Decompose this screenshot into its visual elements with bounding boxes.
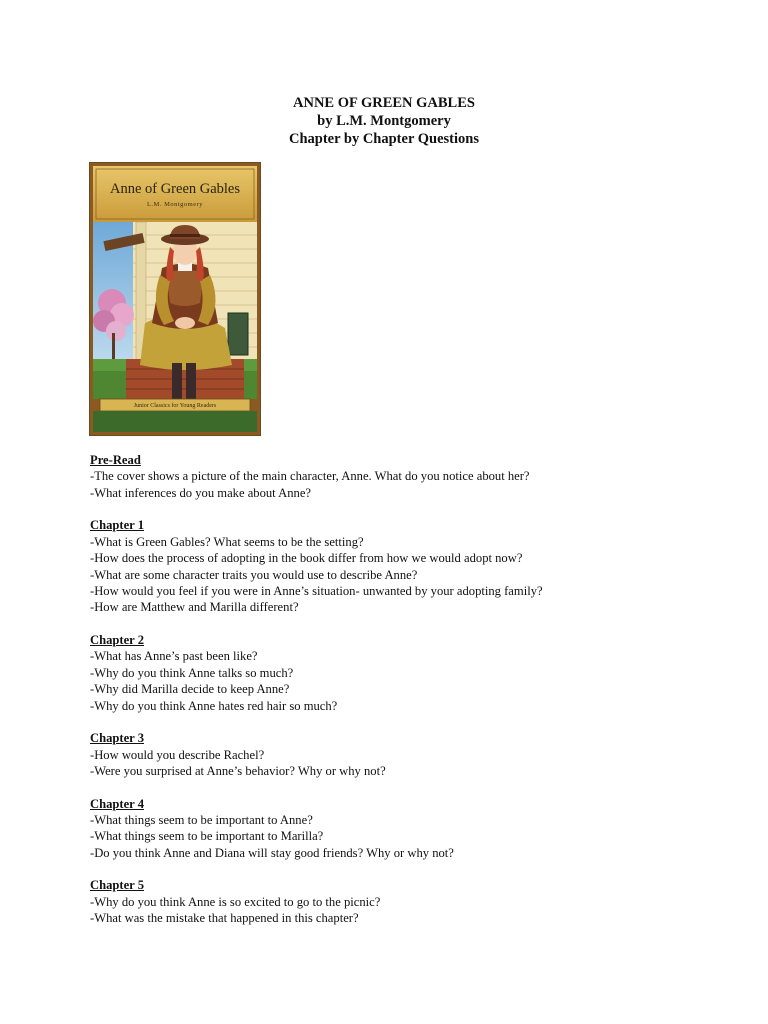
question: -Were you surprised at Anne’s behavior? Why or why not?	[90, 764, 386, 779]
question: -What is Green Gables? What seems to be the setting?	[90, 534, 364, 549]
question: -Why did Marilla decide to keep Anne?	[90, 682, 290, 697]
question: -How would you feel if you were in Anne’s situation- unwanted by your adopting family?	[90, 584, 543, 599]
section-chapter-5	[90, 877, 730, 926]
document-header	[0, 94, 768, 148]
question: -What are some character traits you would use to describe Anne?	[90, 567, 418, 582]
question: -What was the mistake that happened in this chapter?	[90, 911, 359, 926]
question: -What things seem to be important to Anne?	[90, 813, 313, 828]
section-chapter-2	[90, 632, 730, 714]
question: -The cover shows a picture of the main character, Anne. What do you notice about her?	[90, 469, 530, 484]
question: -How would you describe Rachel?	[90, 747, 265, 762]
question: -What inferences do you make about Anne?	[90, 485, 312, 500]
section-heading: Chapter 3	[90, 731, 144, 746]
section-heading: Pre-Read	[90, 453, 141, 467]
section-chapter-4	[90, 796, 730, 862]
cover-title: Anne of Green Gables	[109, 181, 241, 197]
section-pre-read	[90, 452, 730, 501]
section-heading: Chapter 4	[90, 796, 144, 811]
question: -What things seem to be important to Marilla?	[90, 829, 324, 844]
book-cover-image	[90, 163, 260, 435]
question: -Do you think Anne and Diana will stay good friends? Why or why not?	[90, 845, 454, 860]
question-list	[90, 452, 730, 943]
section-heading: Chapter 2	[90, 633, 144, 648]
section-chapter-1	[90, 517, 730, 615]
document-subtitle: Chapter by Chapter Questions	[288, 131, 479, 147]
cover-series: Junior Classics for Young Readers	[133, 403, 217, 409]
document-author: by L.M. Montgomery	[317, 113, 451, 129]
question: -What has Anne’s past been like?	[90, 649, 258, 664]
question: -Why do you think Anne is so excited to go to the picnic?	[90, 894, 381, 909]
question: -How does the process of adopting in the book differ from how we would adopt now?	[90, 551, 523, 566]
question: -Why do you think Anne hates red hair so much?	[90, 698, 338, 713]
question: -How are Matthew and Marilla different?	[90, 600, 299, 615]
section-heading: Chapter 5	[90, 878, 144, 893]
section-heading: Chapter 1	[90, 518, 144, 533]
cover-author: L.M. Montgomery	[146, 201, 204, 208]
document-title: ANNE OF GREEN GABLES	[293, 95, 475, 111]
section-chapter-3	[90, 730, 730, 779]
question: -Why do you think Anne talks so much?	[90, 665, 294, 680]
